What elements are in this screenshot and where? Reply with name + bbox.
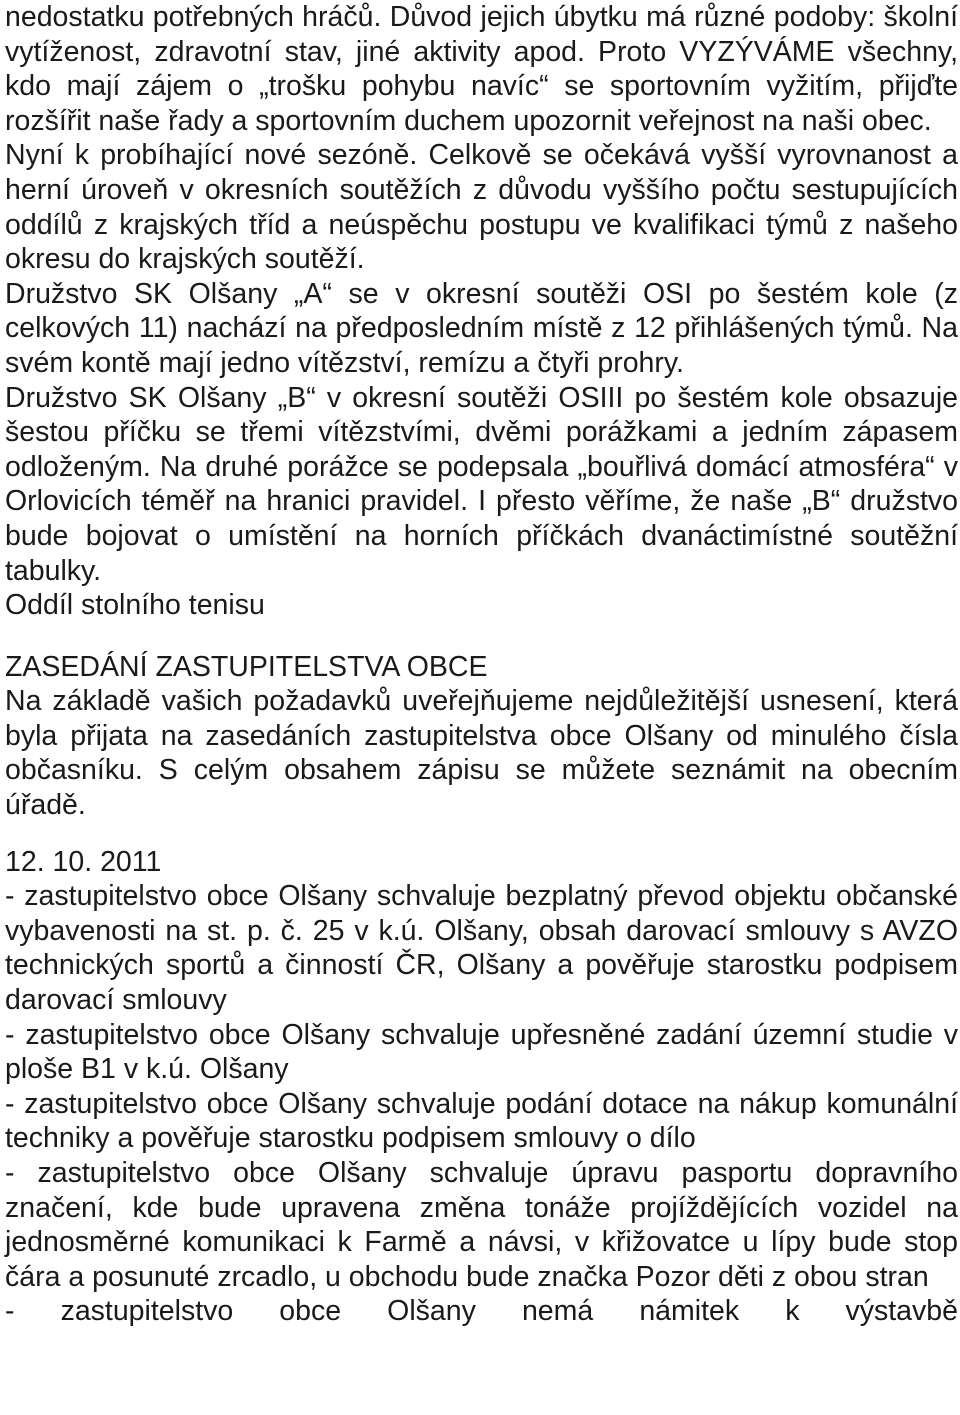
document-page — [5, 0, 958, 1329]
resolution-item: - zastupitelstvo obce Olšany schvaluje bezplatný převod objektu občanské vybavenosti na st. p. č. 25 v k.ú. Olšany, obsah darovací smlouvy s AVZO technických sportů a činností ČR, Olšany a pověřuje starostku podpisem darovací smlouvy — [5, 880, 958, 1017]
article-paragraph-team-b: Družstvo SK Olšany „B“ v okresní soutěži OSIII po šestém kole obsazuje šestou příčku se třemi vítězstvími, dvěmi porážkami a jedním zápasem odloženým. Na druhé porážce se podepsala „bouřlivá domácí atmosféra“ v Orlovicích téměř na hranici pravidel. I přesto věříme, že naše „B“ družstvo bude bojovat o umístění na horních příčkách dvanáctimístné soutěžní tabulky. — [5, 381, 958, 587]
council-heading: ZASEDÁNÍ ZASTUPITELSTVA OBCE — [5, 650, 488, 683]
article-paragraph-season: Nyní k probíhající nové sezóně. Celkově se očekává vyšší vyrovnanost a herní úroveň v okresních soutěžích z důvodu vyššího počtu sestupujících oddílů z krajských tříd a neúspěchu postupu ve kvalifikaci týmů z našeho okresu do krajských soutěží. — [5, 139, 958, 276]
resolution-item: - zastupitelstvo obce Olšany schvaluje upřesněné zadání územní studie v ploše B1 v k.ú. Olšany — [5, 1018, 958, 1086]
council-intro: Na základě vašich požadavků uveřejňujeme nejdůležitější usnesení, která byla přijata na zasedáních zastupitelstva obce Olšany od minulého čísla občasníku. S celým obsahem zápisu se můžete seznámit na obecním úřadě. — [5, 685, 958, 822]
resolution-item: - zastupitelstvo obce Olšany nemá námitek k výstavbě — [5, 1295, 958, 1328]
article-signature: Oddíl stolního tenisu — [5, 589, 265, 622]
meeting-date: 12. 10. 2011 — [5, 845, 162, 878]
date-spacer — [5, 823, 958, 845]
resolution-item: - zastupitelstvo obce Olšany schvaluje podání dotace na nákup komunální techniky a pověřuje starostku podpisem smlouvy o dílo — [5, 1087, 958, 1155]
article-paragraph-team-a: Družstvo SK Olšany „A“ se v okresní soutěži OSI po šestém kole (z celkových 11) nachází na předposledním místě z 12 přihlášených týmů. Na svém kontě mají jedno vítězství, remízu a čtyři prohry. — [5, 277, 958, 379]
section-spacer — [5, 623, 958, 650]
resolution-item: - zastupitelstvo obce Olšany schvaluje úpravu pasportu dopravního značení, kde bude upravena změna tonáže projíždějících vozidel na jednosměrné komunikaci k Farmě a návsi, v křižovatce u lípy bude stop čára a posunuté zrcadlo, u obchodu bude značka Pozor děti z obou stran — [5, 1157, 958, 1293]
article-paragraph-players: nedostatku potřebných hráčů. Důvod jejich úbytku má různé podoby: školní vytíženost, zdravotní stav, jiné aktivity apod. Proto VYZÝVÁME všechny, kdo mají zájem o „trošku pohybu navíc“ se sportovním vyžitím, přijďte rozšířit naše řady a sportovním duchem upozornit veřejnost na naši obec. — [5, 1, 958, 137]
